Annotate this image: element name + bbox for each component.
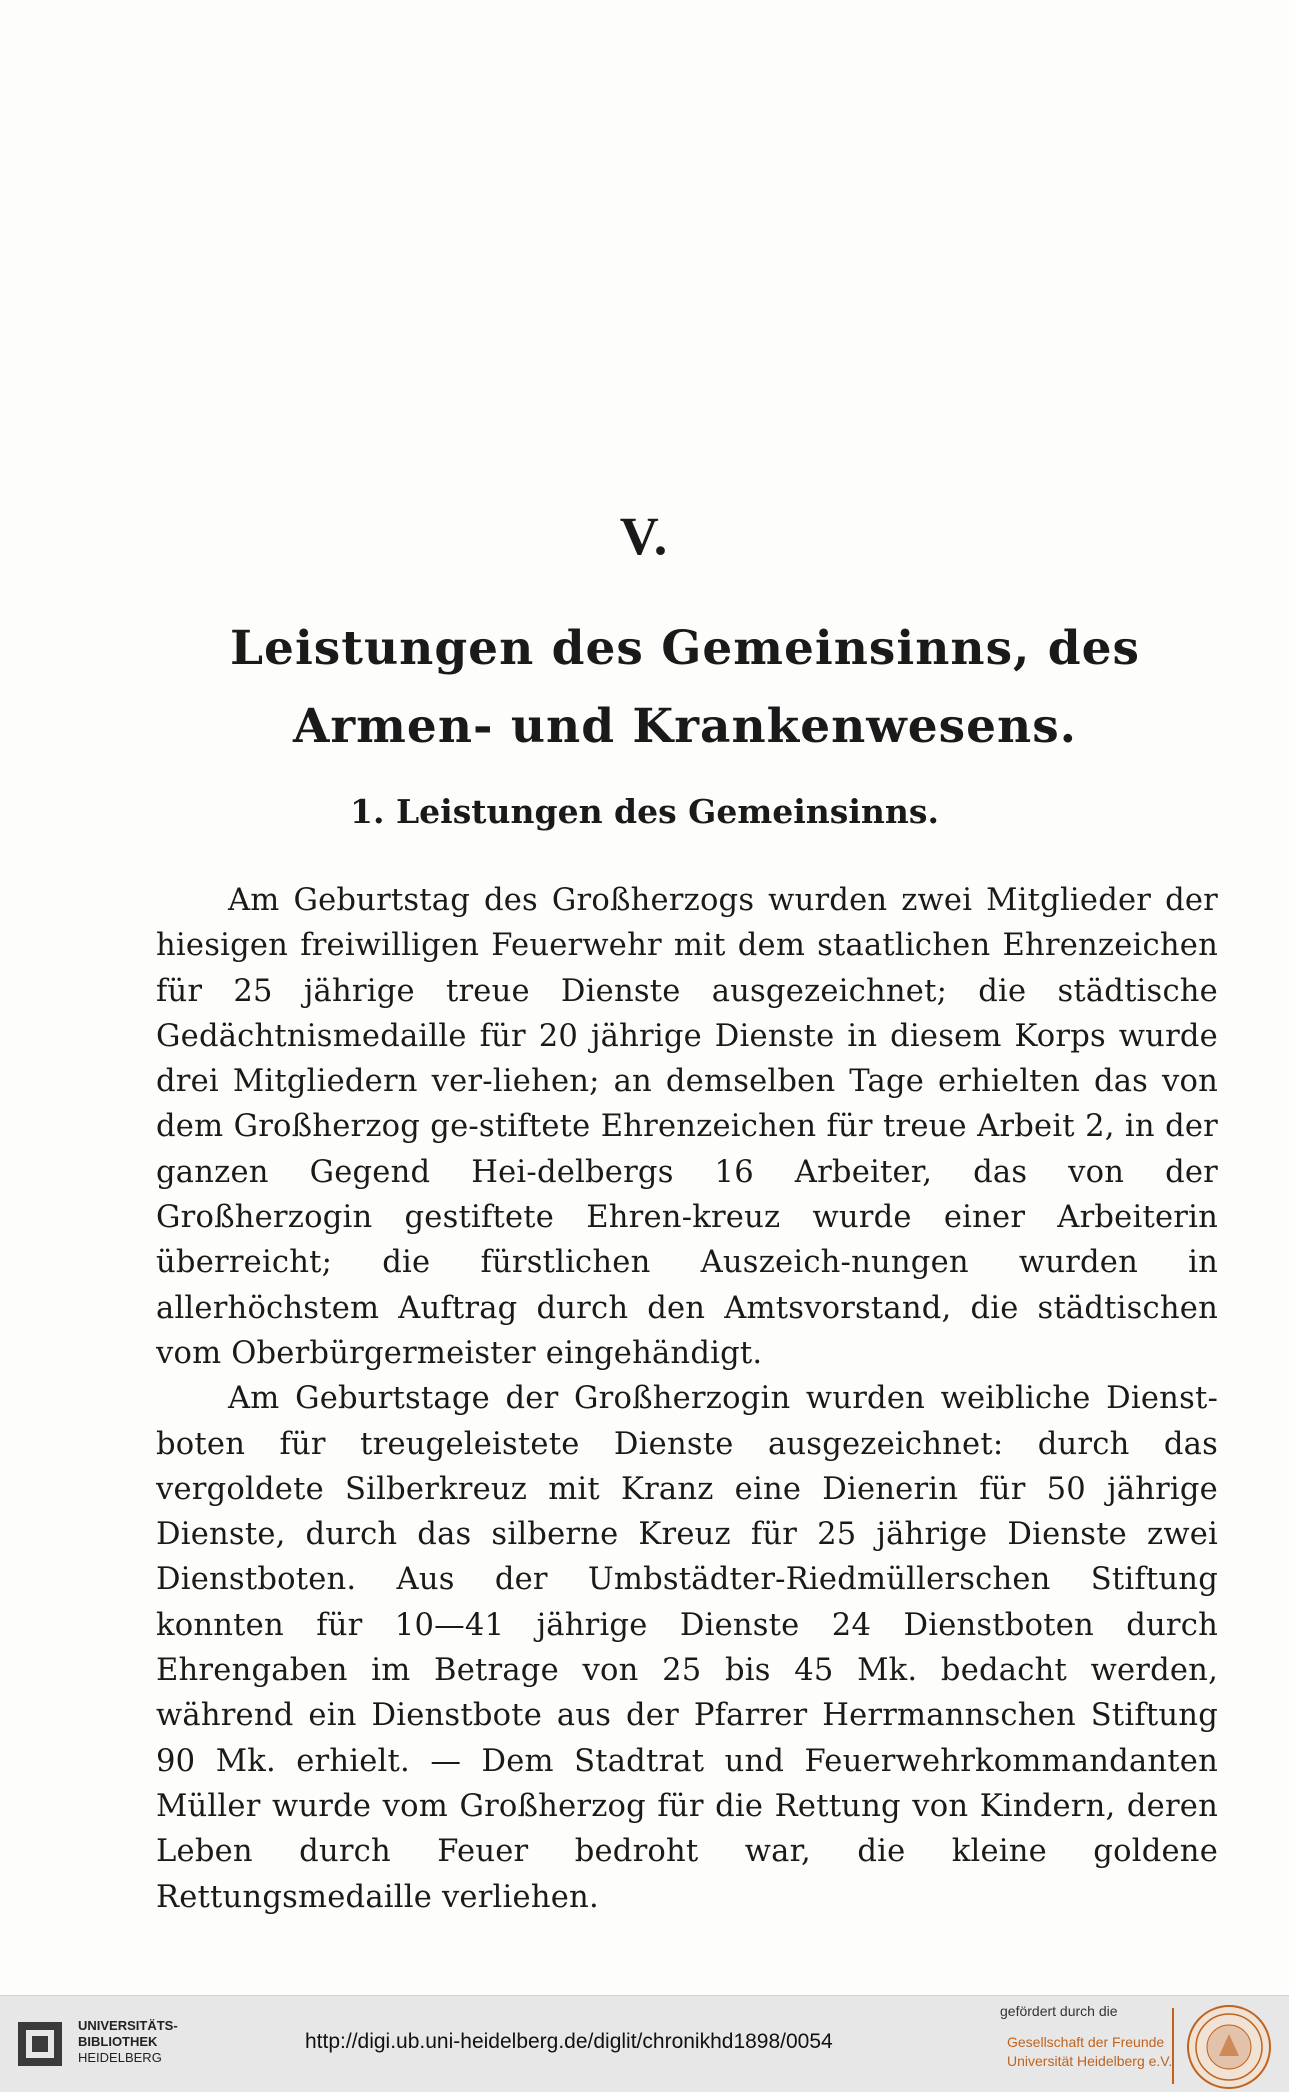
university-seal-icon: [1186, 2004, 1272, 2090]
body-text: [156, 878, 1218, 1920]
permalink-url[interactable]: http://digi.ub.uni-heidelberg.de/diglit/chronikhd1898/0054: [305, 2030, 833, 2053]
library-name: [78, 2018, 178, 2066]
library-name-line1: UNIVERSITÄTS-: [78, 2018, 178, 2033]
library-name-line2: BIBLIOTHEK: [78, 2034, 158, 2049]
library-logo-icon: [14, 2016, 72, 2074]
library-name-line3: HEIDELBERG: [78, 2050, 162, 2065]
chapter-title: Leistungen des Gemeinsinns, des Armen- und Krankenwesens.: [230, 621, 1140, 754]
sponsor-name-line2: Universität Heidelberg e.V.: [1007, 2053, 1173, 2069]
section-title: 1. Leistungen des Gemeinsinns.: [350, 792, 939, 831]
sponsor-name-line1: Gesellschaft der Freunde: [1007, 2034, 1165, 2050]
viewer-footer: [0, 1995, 1289, 2092]
paragraph-2: Am Geburtstage der Großherzogin wurden weibliche Dienst-boten für treugeleistete Dienste ausgezeichnet: durch das vergoldete Silberkreuz mit Kranz eine Dienerin für 50 jährige Dienste, durch das silberne Kreuz für 25 jährige Dienste zwei Dienstboten. Aus der Umbstädter-Riedmüllerschen Stiftung konnten für 10—41 jährige Dienste 24 Dienstboten durch Ehrengaben im Betrage von 25 bis 45 Mk. bedacht werden, während ein Dienstbote aus der Pfarrer Herrmannschen Stiftung 90 Mk. erhielt. — Dem Stadtrat und Feuerwehrkommandanten Müller wurde vom Großherzog für die Rettung von Kindern, deren Leben durch Feuer bedroht war, die kleine goldene Rettungsmedaille verliehen.: [156, 1381, 1218, 1915]
paragraph-1: Am Geburtstag des Großherzogs wurden zwei Mitglieder der hiesigen freiwilligen Feuerwehr mit dem staatlichen Ehrenzeichen für 25 jährige treue Dienste ausgezeichnet; die städtische Gedächtnismedaille für 20 jährige Dienste in diesem Korps wurde drei Mitgliedern ver-liehen; an demselben Tage erhielten das von dem Großherzog ge-stiftete Ehrenzeichen für treue Arbeit 2, in der ganzen Gegend Hei-delbergs 16 Arbeiter, das von der Großherzogin gestiftete Ehren-kreuz wurde einer Arbeiterin überreicht; die fürstlichen Auszeich-nungen wurden in allerhöchstem Auftrag durch den Amtsvorstand, die städtischen vom Oberbürgermeister eingehändigt.: [156, 883, 1218, 1371]
sponsor-divider: [1172, 2008, 1174, 2084]
sponsor-label: gefördert durch die: [1000, 2003, 1118, 2019]
chapter-number: V.: [619, 506, 670, 566]
sponsor-name: [1007, 2033, 1172, 2071]
